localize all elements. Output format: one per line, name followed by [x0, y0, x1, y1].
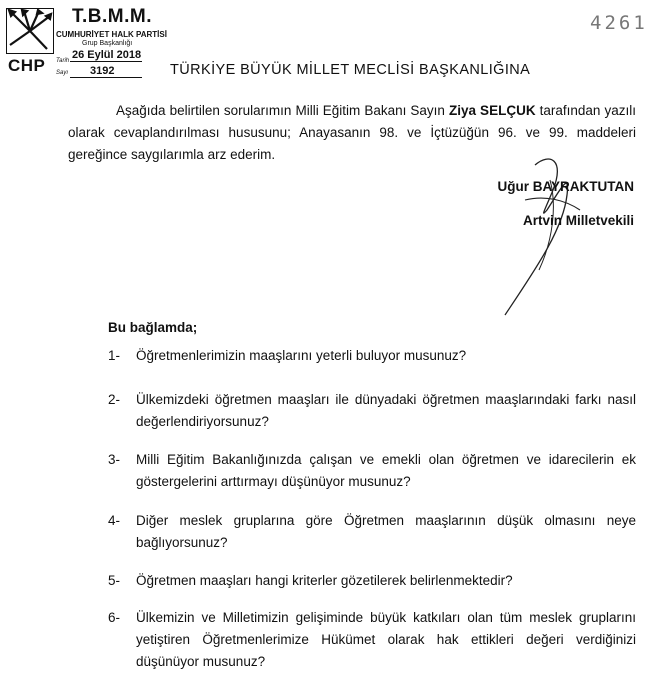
- logo-text: CHP: [8, 56, 46, 75]
- question-number: 2-: [108, 392, 121, 407]
- signer-name: Uğur BAYRAKTUTAN: [497, 179, 634, 194]
- party-name: CUMHURİYET HALK PARTİSİ: [56, 30, 167, 39]
- question-number: 4-: [108, 513, 121, 528]
- minister-name: Ziya SELÇUK: [449, 103, 536, 118]
- signer-title: Artvin Milletvekili: [522, 213, 634, 228]
- question-text: Diğer meslek gruplarına göre Öğretmen maaşlarının düşük olmasını neye bağlıyorsunuz?: [136, 513, 636, 550]
- question-number: 5-: [108, 573, 121, 588]
- chp-logo: [6, 8, 54, 74]
- number-value: 3192: [90, 65, 115, 77]
- number-rule: [70, 77, 142, 78]
- question-number: 3-: [108, 452, 121, 467]
- question-text: Milli Eğitim Bakanlığınızda çalışan ve emekli olan öğretmen ve idarecilerin ek göstergelerini arttırmayı düşünüyor musunuz?: [136, 452, 636, 489]
- six-arrows-emblem: [6, 8, 54, 54]
- question-item: [108, 570, 636, 592]
- date-label: Tarih: [56, 58, 70, 64]
- question-item: [108, 389, 636, 433]
- question-item: [108, 510, 636, 554]
- group-name: Grup Başkanlığı: [82, 40, 133, 47]
- number-label: Sayı: [56, 70, 69, 76]
- handwritten-signature: [495, 150, 595, 320]
- stamp-number: 4261: [590, 12, 648, 34]
- question-text: Ülkemizdeki öğretmen maaşları ile dünyadaki öğretmen maaşlarındaki farkı nasıl değerlendiriyorsunuz?: [136, 392, 636, 429]
- question-text: Ülkemizin ve Milletimizin gelişiminde büyük katkıları olan tüm meslek gruplarını yetiştiren Öğretmenlerimize Hükümet olarak hak ettikleri değeri verdiğinizi düşünüyor musunuz?: [136, 610, 636, 669]
- body-text-a: Aşağıda belirtilen sorularımın Milli Eğitim Bakanı Sayın: [116, 103, 445, 118]
- question-item: [108, 607, 636, 673]
- org-title: T.B.M.M.: [72, 6, 152, 27]
- question-number: 6-: [108, 610, 121, 625]
- question-item: [108, 449, 636, 493]
- date-value: 26 Eylül 2018: [72, 49, 142, 61]
- questions-intro: Bu bağlamda;: [108, 320, 198, 335]
- question-text: Öğretmenlerimizin maaşlarını yeterli buluyor musunuz?: [136, 348, 467, 363]
- body-text-b: tarafından yazılı olarak cevaplandırılması hususunu; Anayasanın 98. ve İçtüzüğün 96. ve 99. maddeleri gereğince saygılarımla arz ederim.: [68, 103, 636, 162]
- question-number: 1-: [108, 348, 121, 363]
- document-title: TÜRKİYE BÜYÜK MİLLET MECLİSİ BAŞKANLIĞINA: [170, 62, 531, 78]
- question-item: [108, 345, 636, 367]
- question-text: Öğretmen maaşları hangi kriterler gözetilerek belirlenmektedir?: [136, 573, 513, 588]
- date-rule: [70, 61, 142, 62]
